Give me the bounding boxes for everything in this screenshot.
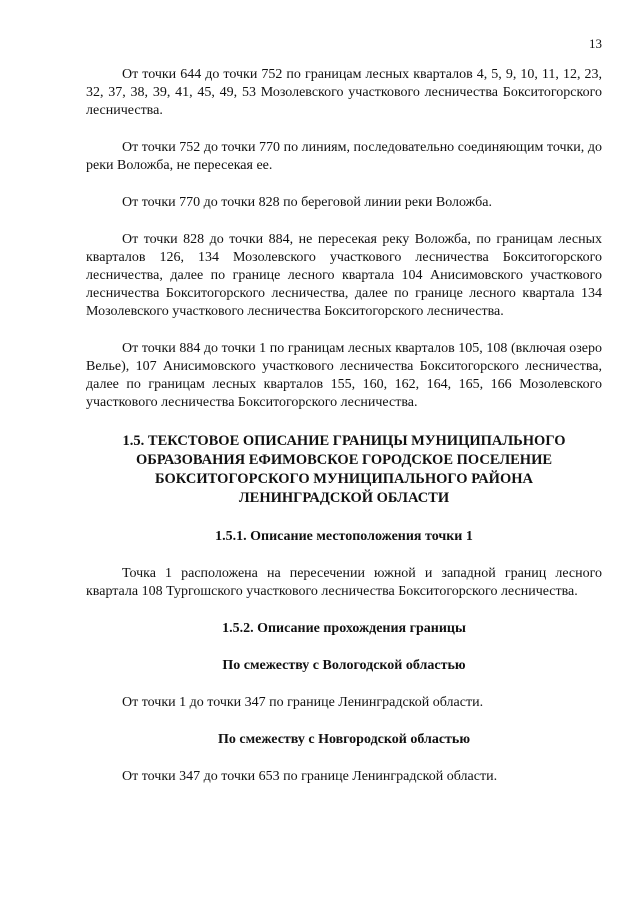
paragraph-points-770-828: От точки 770 до точки 828 по береговой линии реки Воложба. xyxy=(122,195,493,210)
subsection-heading-1-5-1: 1.5.1. Описание местоположения точки 1 xyxy=(215,529,473,544)
paragraph-point-1-location: Точка 1 расположена на пересечении южной и западной границ лесного квартала 108 Тургошского участкового лесничества Бокситогорского лесничества. xyxy=(86,566,602,599)
paragraph-points-884-1: От точки 884 до точки 1 по границам лесных кварталов 105, 108 (включая озеро Велье), 107 Анисимовского участкового лесничества Бокситогорского лесничества, далее по границам лесных кварталов 155, 160, 162, 164, 165, 166 Мозолевского участкового лесничества Бокситогорского лесничества. xyxy=(86,341,602,410)
page-number: 13 xyxy=(589,36,602,51)
heading-vologda-border: По смежеству с Вологодской областью xyxy=(222,658,466,673)
paragraph-novgorod-border: От точки 347 до точки 653 по границе Ленинградской области. xyxy=(122,769,498,784)
subsection-heading-1-5-2: 1.5.2. Описание прохождения границы xyxy=(222,621,466,636)
paragraph-vologda-border: От точки 1 до точки 347 по границе Ленинградской области. xyxy=(122,695,484,710)
section-heading-1-5: 1.5. ТЕКСТОВОЕ ОПИСАНИЕ ГРАНИЦЫ МУНИЦИПАЛЬНОГО ОБРАЗОВАНИЯ ЕФИМОВСКОЕ ГОРОДСКОЕ ПОСЕЛЕНИЕ БОКСИТОГОРСКОГО МУНИЦИПАЛЬНОГО РАЙОНА ЛЕНИНГРАДСКОЙ ОБЛАСТИ xyxy=(122,433,566,506)
paragraph-points-828-884: От точки 828 до точки 884, не пересекая реку Воложба, по границам лесных кварталов 126, 134 Мозолевского участкового лесничества Бокситогорского лесничества, далее по границе лесного квартала 104 Анисимовского участкового лесничества Бокситогорского лесничества, далее по границе лесного квартала 134 Мозолевского участкового лесничества Бокситогорского лесничества. xyxy=(86,232,602,319)
heading-novgorod-border: По смежеству с Новгородской областью xyxy=(217,732,471,747)
paragraph-points-644-752: От точки 644 до точки 752 по границам лесных кварталов 4, 5, 9, 10, 11, 12, 23, 32, 37, 38, 39, 41, 45, 49, 53 Мозолевского участкового лесничества Бокситогорского лесничества. xyxy=(86,67,602,118)
paragraph-points-752-770: От точки 752 до точки 770 по линиям, последовательно соединяющим точки, до реки Воложба, не пересекая ее. xyxy=(86,140,602,173)
page-content xyxy=(86,66,602,805)
